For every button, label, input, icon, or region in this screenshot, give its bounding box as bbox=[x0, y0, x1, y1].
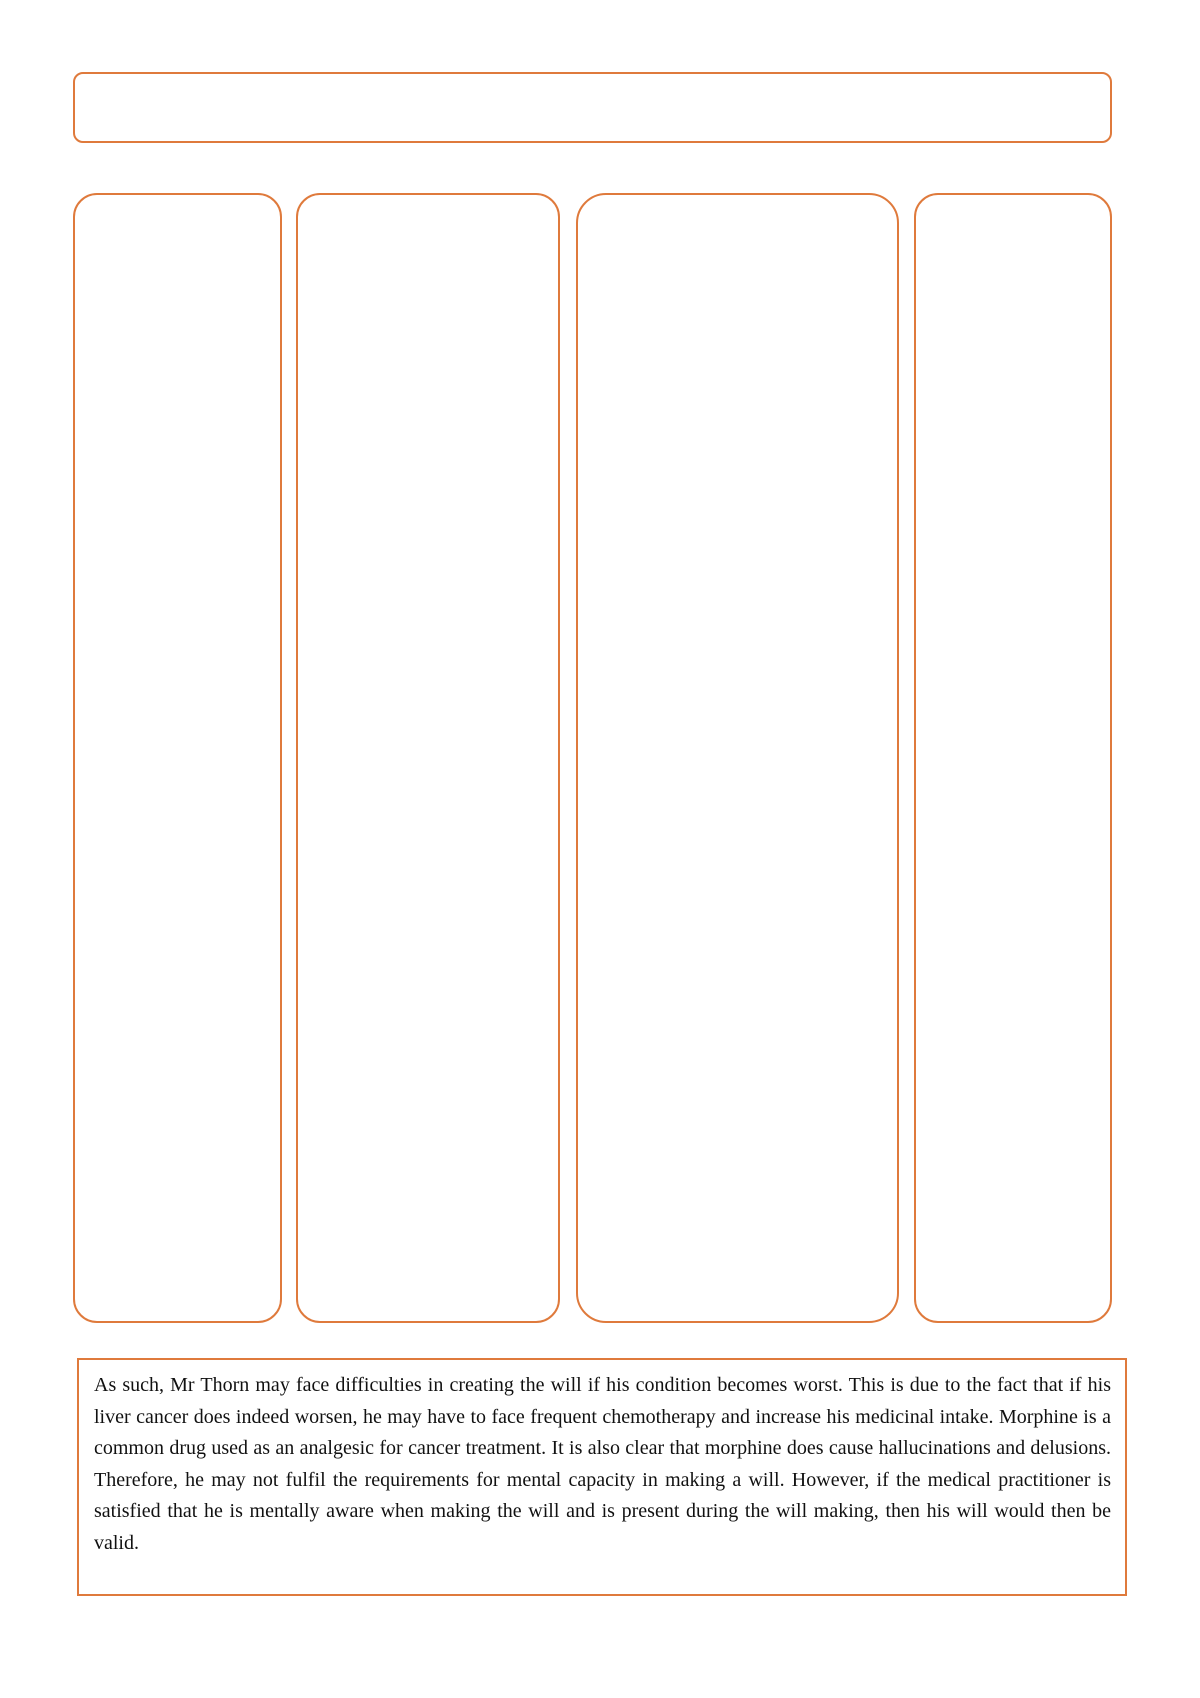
conclusion-text-box bbox=[77, 1358, 1127, 1596]
title-box bbox=[73, 72, 1112, 143]
column-box-4 bbox=[914, 193, 1112, 1323]
column-box-2 bbox=[296, 193, 560, 1323]
column-box-1 bbox=[73, 193, 282, 1323]
column-box-3 bbox=[576, 193, 899, 1323]
conclusion-paragraph: As such, Mr Thorn may face difficulties in creating the will if his condition becomes worst. This is due to the fact that if his liver cancer does indeed worsen, he may have to face frequent chemotherapy and increase his medicinal intake. Morphine is a common drug used as an analgesic for cancer treatment. It is also clear that morphine does cause hallucinations and delusions. Therefore, he may not fulfil the requirements for mental capacity in making a will. However, if the medical practitioner is satisfied that he is mentally aware when making the will and is present during the will making, then his will would then be valid. bbox=[94, 1374, 1111, 1554]
